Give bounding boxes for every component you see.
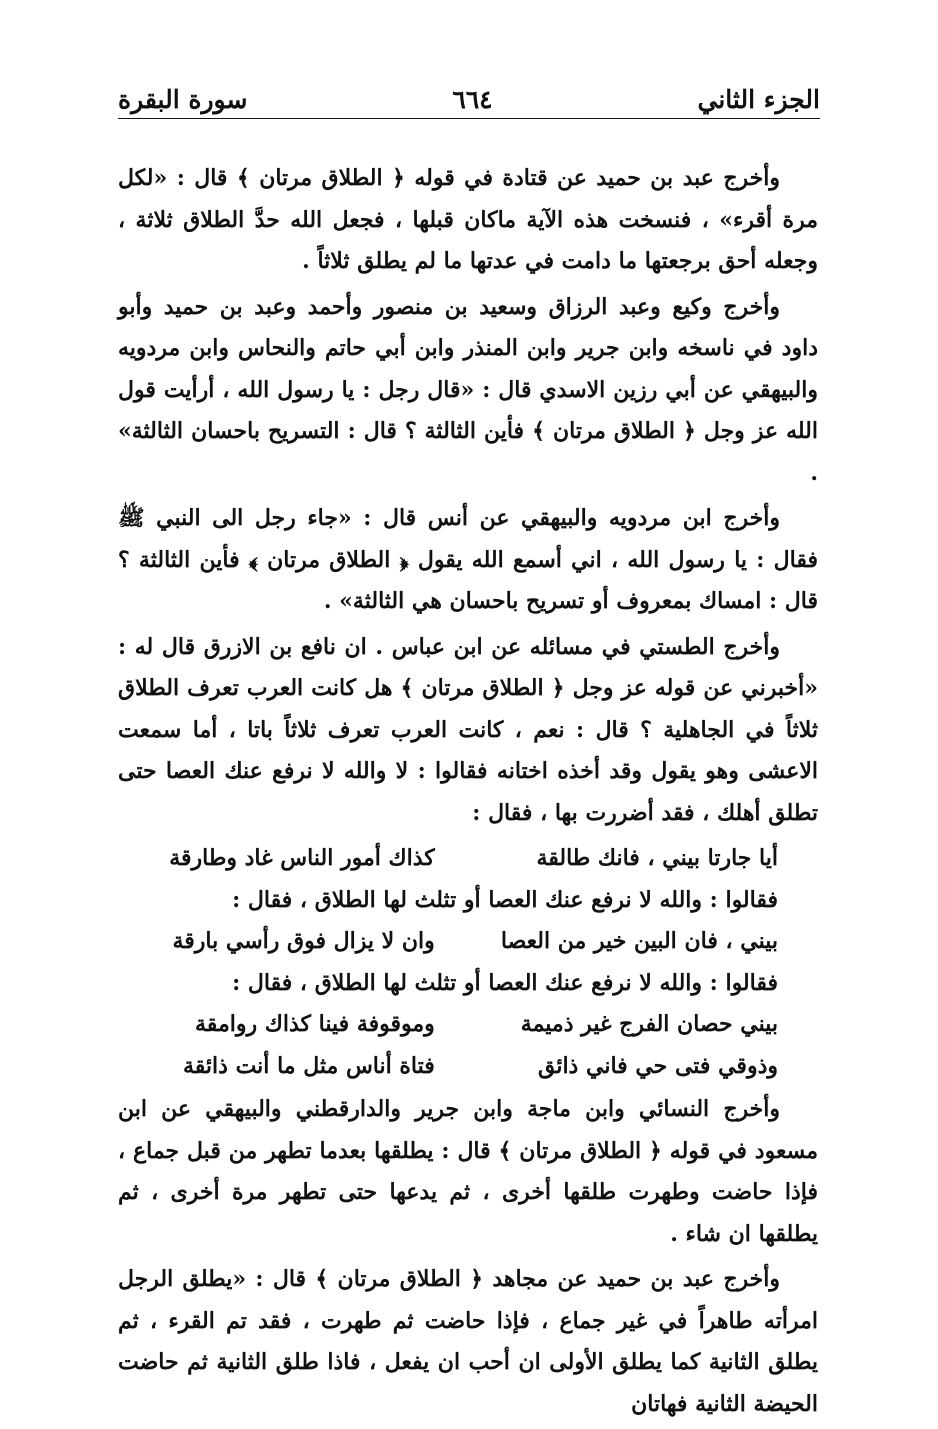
header-part-title: الجزء الثاني bbox=[697, 85, 820, 114]
running-header bbox=[118, 78, 820, 119]
verse-second-hemistich: فتاة أناس مثل ما أنت ذائقة bbox=[182, 1052, 435, 1079]
verse-second-hemistich: وان لا يزال فوق رأسي بارقة bbox=[172, 928, 435, 954]
page-number: ٦٦٤ bbox=[452, 85, 493, 114]
header-surah-title: سورة البقرة bbox=[118, 85, 248, 114]
verse-second-hemistich: وموقوفة فينا كذاك روامقة bbox=[195, 1011, 435, 1037]
paragraph-2: وأخرج وكيع وعبد الرزاق وسعيد بن منصور وأحمد وعبد بن حميد وأبو داود في ناسخه وابن جرير وابن المنذر وابن أبي حاتم والنحاس وابن مردويه والبيهقي عن أبي رزين الاسدي قال : «قال رجل : يا رسول الله ، أرأيت قول الله عز وجل ﴿ الطلاق مرتان ﴾ فأين الثالثة ؟ قال : التسريح باحسان الثالثة» . bbox=[118, 293, 818, 486]
verse-first-hemistich: وذوقي فتى حي فاني ذائق bbox=[537, 1052, 778, 1079]
verse-line bbox=[118, 1046, 778, 1088]
verse-interjection: فقالوا : والله لا نرفع عنك العصا أو تثلث لها الطلاق ، فقال : bbox=[232, 886, 778, 913]
verse-line bbox=[118, 838, 778, 880]
paragraph-5: وأخرج النسائي وابن ماجة وابن جرير والدارقطني والبيهقي عن ابن مسعود في قوله ﴿ الطلاق مرتان ﴾ قال : يطلقها بعدما تطهر من قبل جماع ، فإذا حاضت وطهرت طلقها أخرى ، ثم يدعها حتى تطهر مرة أخرى ، ثم يطلقها ان شاء . bbox=[118, 1096, 818, 1247]
verse-line bbox=[118, 921, 778, 963]
verse-second-hemistich: كذاك أمور الناس غاد وطارقة bbox=[169, 845, 435, 871]
paragraph-6: وأخرج عبد بن حميد عن مجاهد ﴿ الطلاق مرتان ﴾ قال : «يطلق الرجل امرأته طاهراً في غير جماع ، فإذا حاضت ثم طهرت ، فقد تم القرء ، ثم يطلق الثانية كما يطلق الأولى ان أحب ان يفعل ، فاذا طلق الثانية ثم حاضت الحيضة الثانية فهاتان bbox=[118, 1266, 818, 1417]
paragraph-4: وأخرج الطستي في مسائله عن ابن عباس . ان نافع بن الازرق قال له : «أخبرني عن قوله عز وجل ﴿ الطلاق مرتان ﴾ هل كانت العرب تعرف الطلاق ثلاثاً في الجاهلية ؟ قال : نعم ، كانت العرب تعرف ثلاثاً باتا ، أما سمعت الاعشى وهو يقول وقد أخذه اختانه فقالوا : لا والله لا نرفع عنك العصا حتى تطلق أهلك ، فقد أضررت بها ، فقال : bbox=[118, 633, 818, 826]
page-body bbox=[118, 158, 818, 1429]
verse-first-hemistich: أيا جارتا بيني ، فانك طالقة bbox=[536, 845, 778, 871]
verse-first-hemistich: بيني حصان الفرج غير ذميمة bbox=[520, 1011, 778, 1037]
verse-interjection: فقالوا : والله لا نرفع عنك العصا أو تثلث لها الطلاق ، فقال : bbox=[232, 969, 778, 996]
paragraph-1: وأخرج عبد بن حميد عن قتادة في قوله ﴿ الطلاق مرتان ﴾ قال : «لكل مرة أقرء» ، فنسخت هذه الآية ماكان قبلها ، فجعل الله حدَّ الطلاق ثلاثة ، وجعله أحق برجعتها ما دامت في عدتها ما لم يطلق ثلاثاً . bbox=[118, 165, 818, 274]
verse-line bbox=[118, 1004, 778, 1046]
poem-verses bbox=[118, 838, 778, 1087]
paragraph-3: وأخرج ابن مردويه والبيهقي عن أنس قال : «جاء رجل الى النبي ﷺ فقال : يا رسول الله ، اني أسمع الله يقول ﴿ الطلاق مرتان ﴾ فأين الثالثة ؟ قال : امساك بمعروف أو تسريح باحسان هي الثالثة» . bbox=[118, 505, 818, 614]
verse-first-hemistich: بيني ، فان البين خير من العصا bbox=[500, 928, 778, 954]
